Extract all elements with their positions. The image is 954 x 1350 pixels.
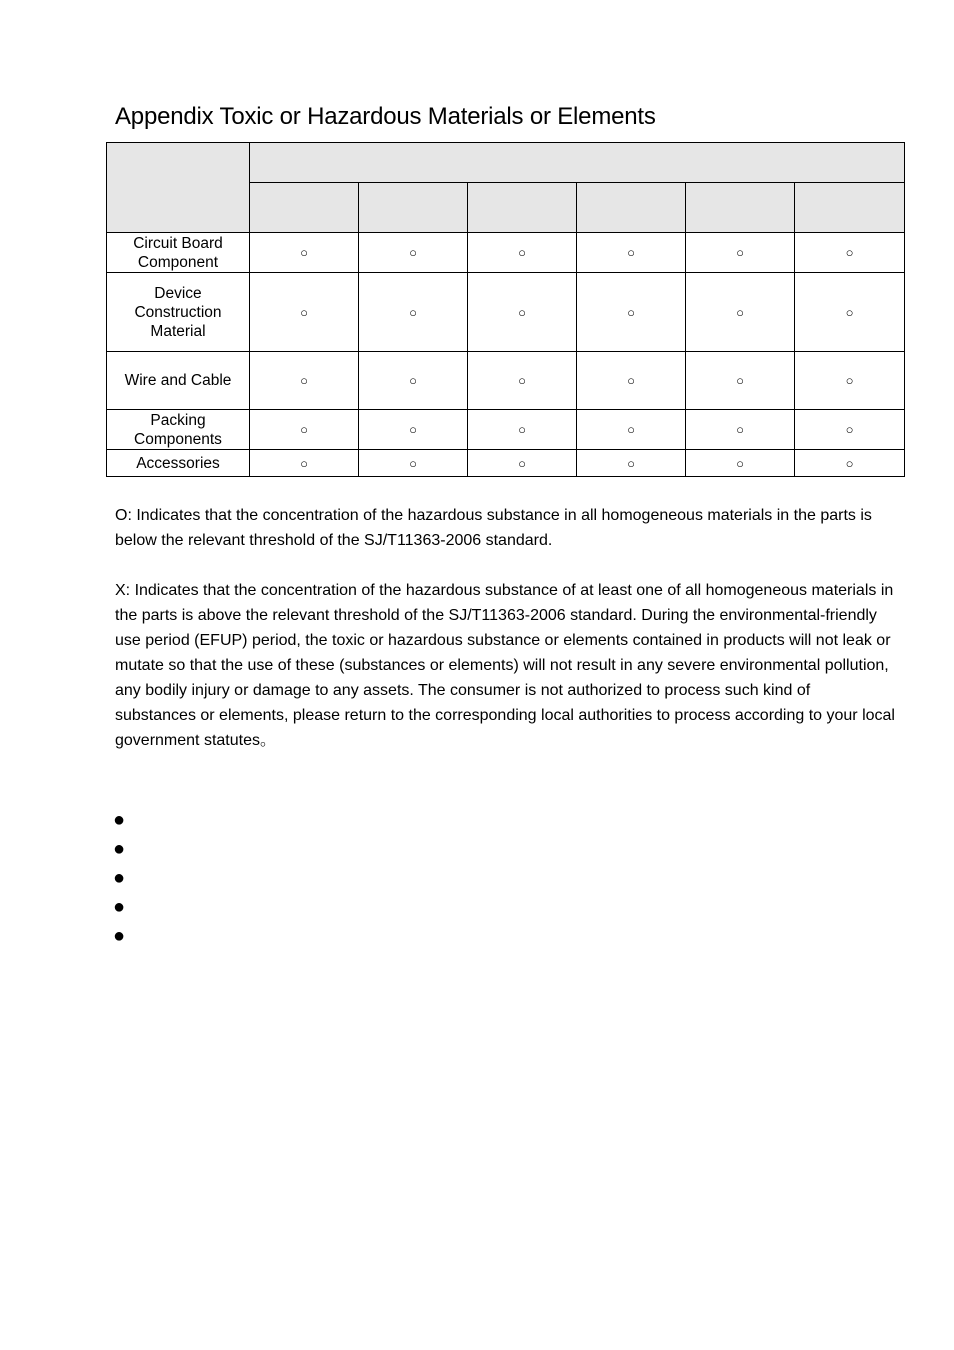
component-name: Accessories [107, 450, 250, 477]
concentration-mark: ○ [577, 352, 686, 410]
concentration-mark: ○ [359, 233, 468, 273]
concentration-mark: ○ [250, 410, 359, 450]
concentration-mark: ○ [359, 352, 468, 410]
concentration-mark: ○ [359, 450, 468, 477]
concentration-mark: ○ [577, 410, 686, 450]
o-legend-note: O: Indicates that the concentration of the hazardous substance in all homogeneous materials in the parts is below the relevant threshold of the SJ/T11363-2006 standard. [115, 507, 872, 549]
concentration-mark: ○ [468, 273, 577, 352]
concentration-mark: ○ [686, 352, 795, 410]
concentration-mark: ○ [795, 450, 905, 477]
component-name: Device Construction Material [107, 273, 250, 352]
concentration-mark: ○ [686, 273, 795, 352]
component-name: Wire and Cable [107, 352, 250, 410]
table-row [107, 352, 905, 410]
bullet-icon: ● [113, 896, 126, 918]
concentration-mark: ○ [686, 410, 795, 450]
concentration-mark: ○ [359, 273, 468, 352]
table-row [107, 450, 905, 477]
substance-header-cell [795, 183, 905, 233]
concentration-mark: ○ [468, 450, 577, 477]
concentration-mark: ○ [577, 273, 686, 352]
substance-header-cell [577, 183, 686, 233]
bullet-icon: ● [113, 867, 126, 889]
concentration-mark: ○ [686, 233, 795, 273]
concentration-mark: ○ [468, 410, 577, 450]
concentration-mark: ○ [250, 450, 359, 477]
component-header-cell [107, 143, 250, 233]
concentration-mark: ○ [795, 410, 905, 450]
x-legend-note: X: Indicates that the concentration of the hazardous substance of at least one of all homogeneous materials in the parts is above the relevant threshold of the SJ/T11363-2006 standard. During the environmental-friendly use period (EFUP) period, the toxic or hazardous substance or elements contained in products will not leak or mutate so that the use of these (substances or elements) will not result in any severe environmental pollution, any bodily injury or damage to any assets. The consumer is not authorized to process such kind of substances or elements, please return to the corresponding local authorities to process according to your local government statutes。 [115, 582, 895, 749]
component-name: Packing Components [107, 410, 250, 450]
substance-group-header-cell [250, 143, 905, 183]
concentration-mark: ○ [250, 352, 359, 410]
substance-header-cell [468, 183, 577, 233]
bullet-icon: ● [113, 809, 126, 831]
concentration-mark: ○ [577, 233, 686, 273]
bullet-list [113, 808, 125, 953]
concentration-mark: ○ [250, 233, 359, 273]
concentration-mark: ○ [795, 233, 905, 273]
concentration-mark: ○ [359, 410, 468, 450]
component-name: Circuit Board Component [107, 233, 250, 273]
concentration-mark: ○ [468, 233, 577, 273]
substance-header-cell [686, 183, 795, 233]
page-title: Appendix Toxic or Hazardous Materials or Elements [115, 103, 656, 130]
bullet-icon: ● [113, 838, 126, 860]
hazard-table [106, 142, 905, 477]
table-row [107, 410, 905, 450]
concentration-mark: ○ [250, 273, 359, 352]
concentration-mark: ○ [577, 450, 686, 477]
concentration-mark: ○ [795, 352, 905, 410]
concentration-mark: ○ [468, 352, 577, 410]
concentration-mark: ○ [795, 273, 905, 352]
concentration-mark: ○ [686, 450, 795, 477]
substance-header-cell [250, 183, 359, 233]
bullet-icon: ● [113, 925, 126, 947]
table-row [107, 233, 905, 273]
table-row [107, 273, 905, 352]
substance-header-cell [359, 183, 468, 233]
